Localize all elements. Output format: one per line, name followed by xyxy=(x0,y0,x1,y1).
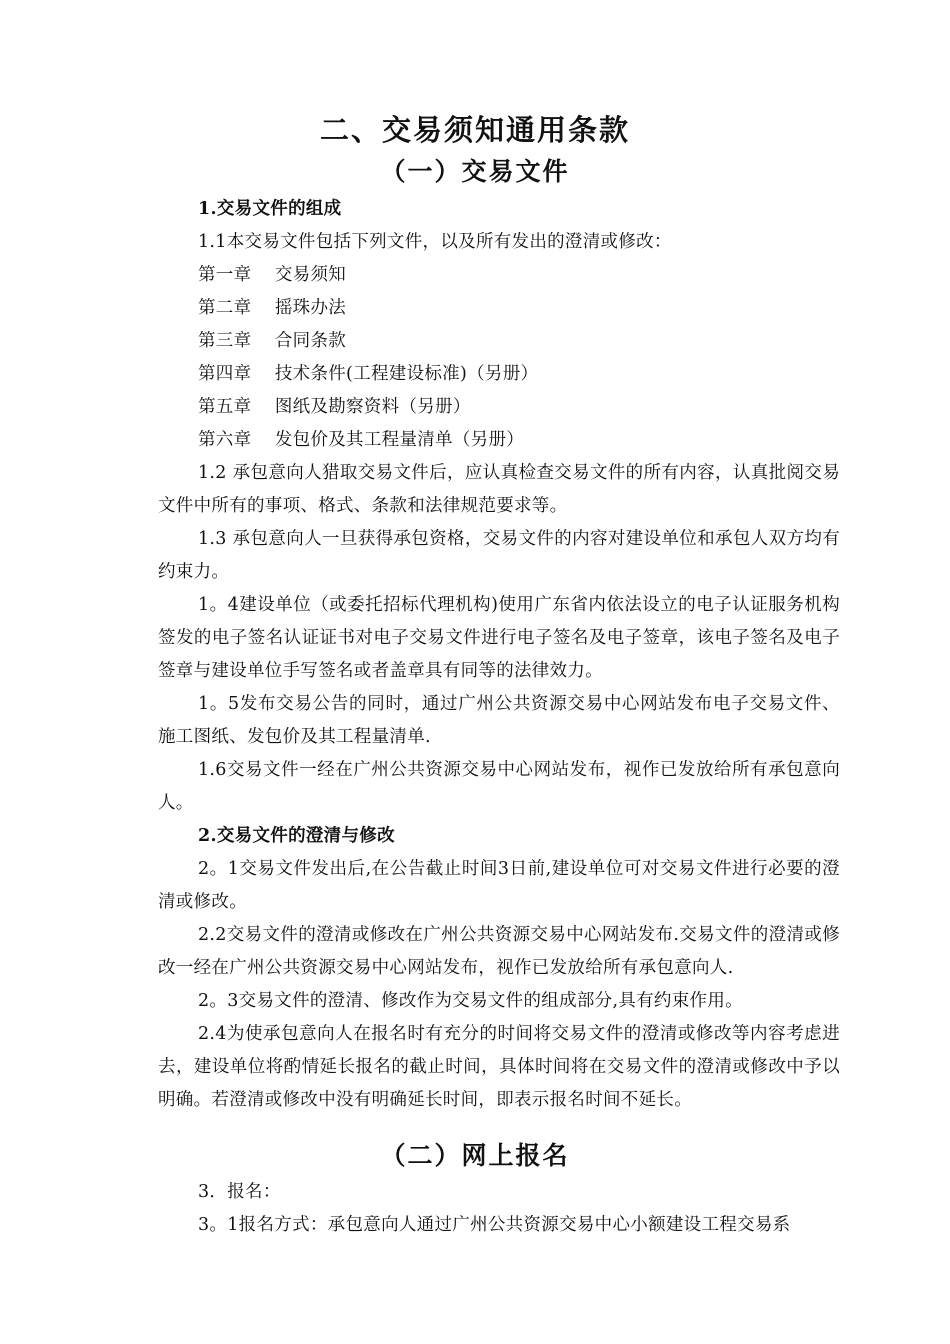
section-2-body xyxy=(158,1176,840,1242)
paragraph-1-3: 1.3 承包意向人一旦获得承包资格，交易文件的内容对建设单位和承包人双方均有约束力。 xyxy=(158,529,840,582)
paragraph-1-6: 1.6交易文件一经在广州公共资源交易中心网站发布，视作已发放给所有承包意向人。 xyxy=(158,760,840,813)
chapter-item: 第四章 技术条件(工程建设标准)（另册） xyxy=(198,364,539,384)
chapter-item: 第二章 摇珠办法 xyxy=(198,298,347,318)
paragraph-2-2: 2.2交易文件的澄清或修改在广州公共资源交易中心网站发布.交易文件的澄清或修改一经在广州公共资源交易中心网站发布，视作已发放给所有承包意向人. xyxy=(158,925,840,978)
paragraph-2-3: 2。3交易文件的澄清、修改作为交易文件的组成部分,具有约束作用。 xyxy=(198,991,743,1011)
page-title: 二、交易须知通用条款 xyxy=(319,113,630,147)
section-title-online-registration: （二）网上报名 xyxy=(380,1141,570,1170)
chapter-item: 第五章 图纸及勘察资料（另册） xyxy=(198,397,471,417)
paragraph-2-1: 2。1交易文件发出后,在公告截止时间3日前,建设单位可对交易文件进行必要的澄清或修改。 xyxy=(158,859,840,912)
section-1-body xyxy=(158,193,840,1117)
chapter-item: 第三章 合同条款 xyxy=(198,331,347,351)
paragraph-2-4: 2.4为使承包意向人在报名时有充分的时间将交易文件的澄清或修改等内容考虑进去，建设单位将酌情延长报名的截止时间，具体时间将在交易文件的澄清或修改中予以明确。若澄清或修改中没有明确延长时间，即表示报名时间不延长。 xyxy=(158,1024,840,1110)
chapter-item: 第一章 交易须知 xyxy=(198,265,347,285)
paragraph-1-5: 1。5发布交易公告的同时，通过广州公共资源交易中心网站发布电子交易文件、施工图纸、发包价及其工程量清单. xyxy=(158,694,840,747)
paragraph-1-1: 1.1本交易文件包括下列文件，以及所有发出的澄清或修改： xyxy=(198,232,672,252)
paragraph-1-4: 1。4建设单位（或委托招标代理机构)使用广东省内依法设立的电子认证服务机构签发的电子签名认证证书对电子交易文件进行电子签名及电子签章，该电子签名及电子签章与建设单位手写签名或者盖章具有同等的法律效力。 xyxy=(158,595,840,681)
heading-3: 3．报名： xyxy=(198,1182,281,1202)
paragraph-3-1: 3。1报名方式：承包意向人通过广州公共资源交易中心小额建设工程交易系 xyxy=(198,1215,791,1235)
section-title-documents: （一）交易文件 xyxy=(380,157,570,186)
heading-1: 1.交易文件的组成 xyxy=(198,199,342,219)
chapter-item: 第六章 发包价及其工程量清单（另册） xyxy=(198,430,525,450)
paragraph-1-2: 1.2 承包意向人猎取交易文件后，应认真检查交易文件的所有内容，认真批阅交易文件中所有的事项、格式、条款和法律规范要求等。 xyxy=(158,463,840,516)
heading-2: 2.交易文件的澄清与修改 xyxy=(198,826,395,846)
